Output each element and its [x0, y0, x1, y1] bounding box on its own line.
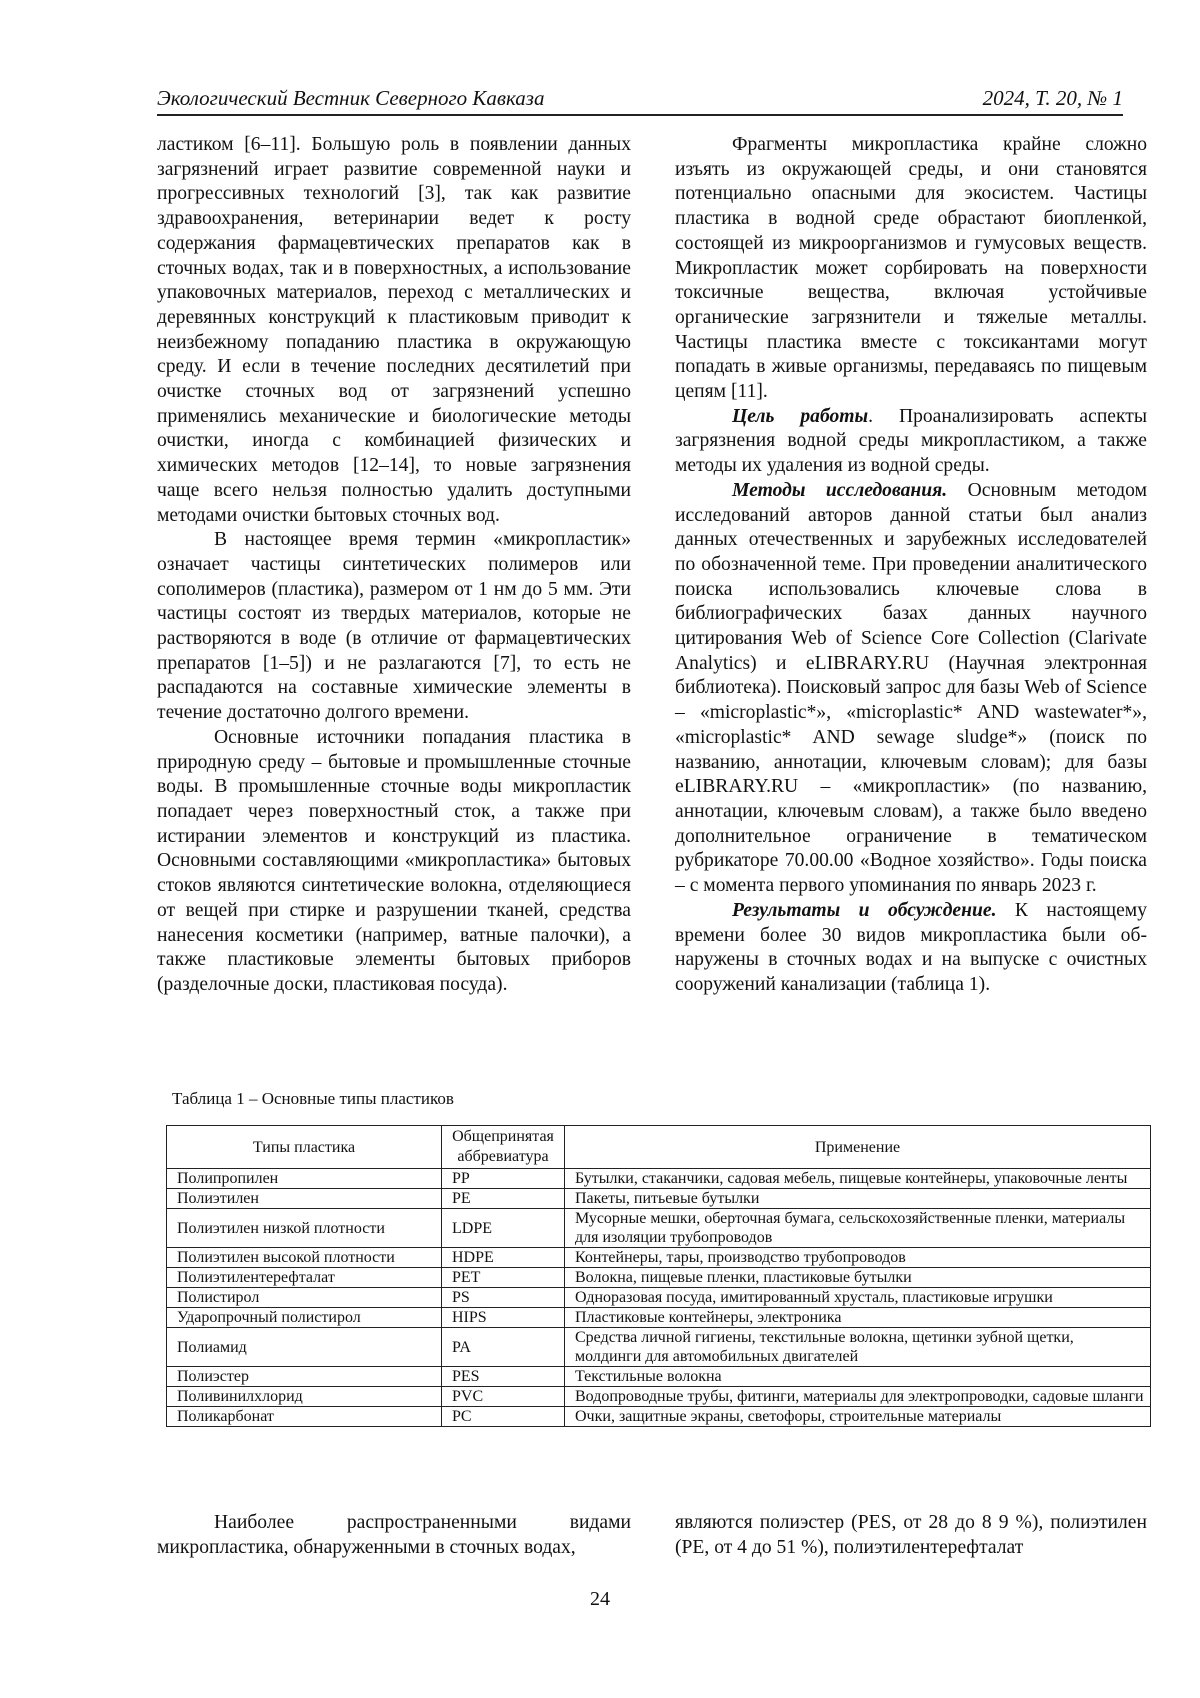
plastic-type-cell: Полистирол: [167, 1288, 442, 1308]
running-header: [157, 84, 1123, 116]
abbreviation-cell: PA: [442, 1328, 565, 1367]
plastic-type-cell: Полиэтилен: [167, 1189, 442, 1209]
abbreviation-cell: LDPE: [442, 1209, 565, 1248]
paragraph-results: [675, 899, 1147, 998]
table-header-row: [167, 1126, 1151, 1169]
table-row: [167, 1288, 1151, 1308]
bottom-left-text: [157, 1511, 631, 1560]
table-row: [167, 1308, 1151, 1328]
paragraph-aim: [675, 405, 1147, 479]
table-row: [167, 1407, 1151, 1427]
section-heading: Цель работы: [732, 405, 869, 427]
table-caption: Таблица 1 – Основные типы пластиков: [172, 1089, 454, 1108]
application-cell: Контейнеры, тары, производство трубопроводов: [565, 1248, 1151, 1268]
abbreviation-cell: PET: [442, 1268, 565, 1288]
section-heading: Результаты и обсуждение.: [732, 899, 997, 921]
paragraph: Основные источники попадания пластика в природную среду – бытовые и промышленные сточные воды. В промышленные сточные воды микропластик попадает через поверхностный сток, а также при истирании элементов и конструкций из пластика. Основными составляющими «микропластика» бытовых стоков являются синтетические волокна, отделяющиеся от вещей при стирке и разрушении тканей, средства нанесения косметики (например, ватные палочки), а также пластиковые элементы бытовых приборов (разделочные доски, пластиковая посуда).: [157, 726, 631, 995]
paragraph-text: К настоящему времени более 30 видов микропластика были обнаружены в сточных водах и на выпуске с очистных сооружений канализации (таблица 1).: [675, 899, 1147, 995]
application-cell: Мусорные мешки, оберточная бумага, сельскохозяйственные пленки, материалы для изоляции трубопроводов: [565, 1209, 1151, 1248]
application-cell: Пластиковые контейнеры, электроника: [565, 1308, 1151, 1328]
application-cell: Очки, защитные экраны, светофоры, строительные материалы: [565, 1407, 1151, 1427]
paragraph: Фрагменты микропластика крайне сложно изъять из окружающей среды, и они становятся потенциально опасными для экосистем. Частицы пластика в водной среде обрастают биопленкой, состоящей из микроорганизмов и гумусовых веществ. Микропластик может сорбировать на поверхности токсичные вещества, включая устойчивые органические загрязнители и тяжелые металлы. Частицы пластика вместе с токсикантами могут попадать в живые организмы, передаваясь по пищевым цепям [11].: [675, 134, 1147, 403]
plastic-type-cell: Поливинилхлорид: [167, 1387, 442, 1407]
application-cell: Пакеты, питьевые бутылки: [565, 1189, 1151, 1209]
application-cell: Волокна, пищевые пленки, пластиковые бутылки: [565, 1268, 1151, 1288]
table-row: [167, 1367, 1151, 1387]
journal-title: Экологический Вестник Северного Кавказа: [157, 86, 545, 110]
table-row: [167, 1209, 1151, 1248]
table-row: [167, 1169, 1151, 1189]
table-row: [167, 1268, 1151, 1288]
plastic-type-cell: Полипропилен: [167, 1169, 442, 1189]
application-cell: Текстильные волокна: [565, 1367, 1151, 1387]
application-cell: Одноразовая посуда, имитированный хрусталь, пластиковые игрушки: [565, 1288, 1151, 1308]
abbreviation-cell: HIPS: [442, 1308, 565, 1328]
paragraph: В настоящее время термин «микропластик» означает частицы синтетических полимеров или сополимеров (пластика), размером от 1 нм до 5 мм. Эти частицы состоят из твердых материалов, которые не растворяются в воде (в отличие от фармацевтических препаратов [1–5]) и не разлагаются [7], то есть не распадаются на составные химические элементы в течение достаточно долгого времени.: [157, 529, 631, 724]
abbreviation-cell: PS: [442, 1288, 565, 1308]
plastic-type-cell: Полиамид: [167, 1328, 442, 1367]
table-row: [167, 1387, 1151, 1407]
application-cell: Средства личной гигиены, текстильные волокна, щетинки зубной щетки, молдинги для автомобильных двигателей: [565, 1328, 1151, 1367]
right-column: [675, 133, 1147, 998]
plastic-type-cell: Полиэтилен высокой плотности: [167, 1248, 442, 1268]
abbreviation-cell: PP: [442, 1169, 565, 1189]
abbreviation-cell: PC: [442, 1407, 565, 1427]
abbreviation-cell: PES: [442, 1367, 565, 1387]
paragraph: Наиболее распространенными видами микропластика, обнаруженными в сточных водах,: [157, 1512, 631, 1558]
paragraph: ластиком [6–11]. Большую роль в появлении данных загрязнений играет развитие современной науки и прогрессивных технологий [3], так как развитие здравоохранения, ветеринарии ведет к росту содержания фармацевтических препаратов как в сточных водах, так и в поверхностных, а использование упаковочных материалов, переход с металлических и деревянных конструкций к пластиковым приводит к неизбежному попаданию пластика в окружающую среду. И если в течение последних десятилетий при очистке сточных вод от загрязнений успешно применялись механические и биологические методы очистки, иногда с комбинацией физических и химических методов [12–14], то новые загрязнения чаще всего нельзя полностью удалить доступными методами очистки бытовых сточных вод.: [157, 134, 631, 526]
abbreviation-cell: PE: [442, 1189, 565, 1209]
issue-info: 2024, Т. 20, № 1: [982, 86, 1123, 110]
plastic-type-cell: Полиэтилен низкой плотности: [167, 1209, 442, 1248]
plastic-type-cell: Поликарбонат: [167, 1407, 442, 1427]
abbreviation-cell: HDPE: [442, 1248, 565, 1268]
left-column: [157, 133, 631, 998]
plastic-type-cell: Полиэстер: [167, 1367, 442, 1387]
abbreviation-cell: PVC: [442, 1387, 565, 1407]
header-cell: Типы пластика: [167, 1126, 442, 1169]
section-heading: Методы исследования.: [732, 479, 948, 501]
table-row: [167, 1328, 1151, 1367]
paragraph-methods: [675, 479, 1147, 899]
bottom-right-text: [675, 1511, 1147, 1560]
paragraph-text: Основным методом исследований авторов данной статьи был анализ данных отечественных и зарубежных исследователей по обозначенной теме. При проведении аналитического поиска использовались ключевые слова в библиографических базах данных научного цитирования Web of Science Core Collection (Clarivate Analytics) и eLIBRARY.RU (Научная электронная библиотека). Поисковый запрос для базы Web of Science – «microplastic*», «microplastic* AND wastewater*», «microplastic* AND sewage sludge*» (поиск по названию, аннотации, ключевым словам); для базы eLIBRARY.RU – «микропластик» (по названию, аннотации, ключевым словам), а также было введено дополнительное ограничение в тематическом рубрикаторе 70.00.00 «Водное хозяйство». Годы поиска – с момента первого упоминания по январь 2023 г.: [675, 479, 1148, 897]
page-number: 24: [590, 1588, 610, 1610]
application-cell: Водопроводные трубы, фитинги, материалы для электропроводки, садовые шланги: [565, 1387, 1151, 1407]
application-cell: Бутылки, стаканчики, садовая мебель, пищевые контейнеры, упаковочные ленты: [565, 1169, 1151, 1189]
table-row: [167, 1248, 1151, 1268]
plastic-type-cell: Ударопрочный полистирол: [167, 1308, 442, 1328]
header-cell: Применение: [565, 1126, 1151, 1169]
paragraph: являются полиэстер (PES, от 28 до 8 9 %), полиэтилен (PE, от 4 до 51 %), полиэтилентерефталат: [675, 1512, 1147, 1558]
plastic-type-cell: Полиэтилентерефталат: [167, 1268, 442, 1288]
header-cell: Общепринятая аббревиатура: [442, 1126, 565, 1169]
paragraph-text: . Проанализировать аспекты загрязнения водной среды микропластиком, а также методы их удаления из водной среды.: [675, 405, 1147, 477]
table-row: [167, 1189, 1151, 1209]
plastics-table: [166, 1125, 1151, 1427]
